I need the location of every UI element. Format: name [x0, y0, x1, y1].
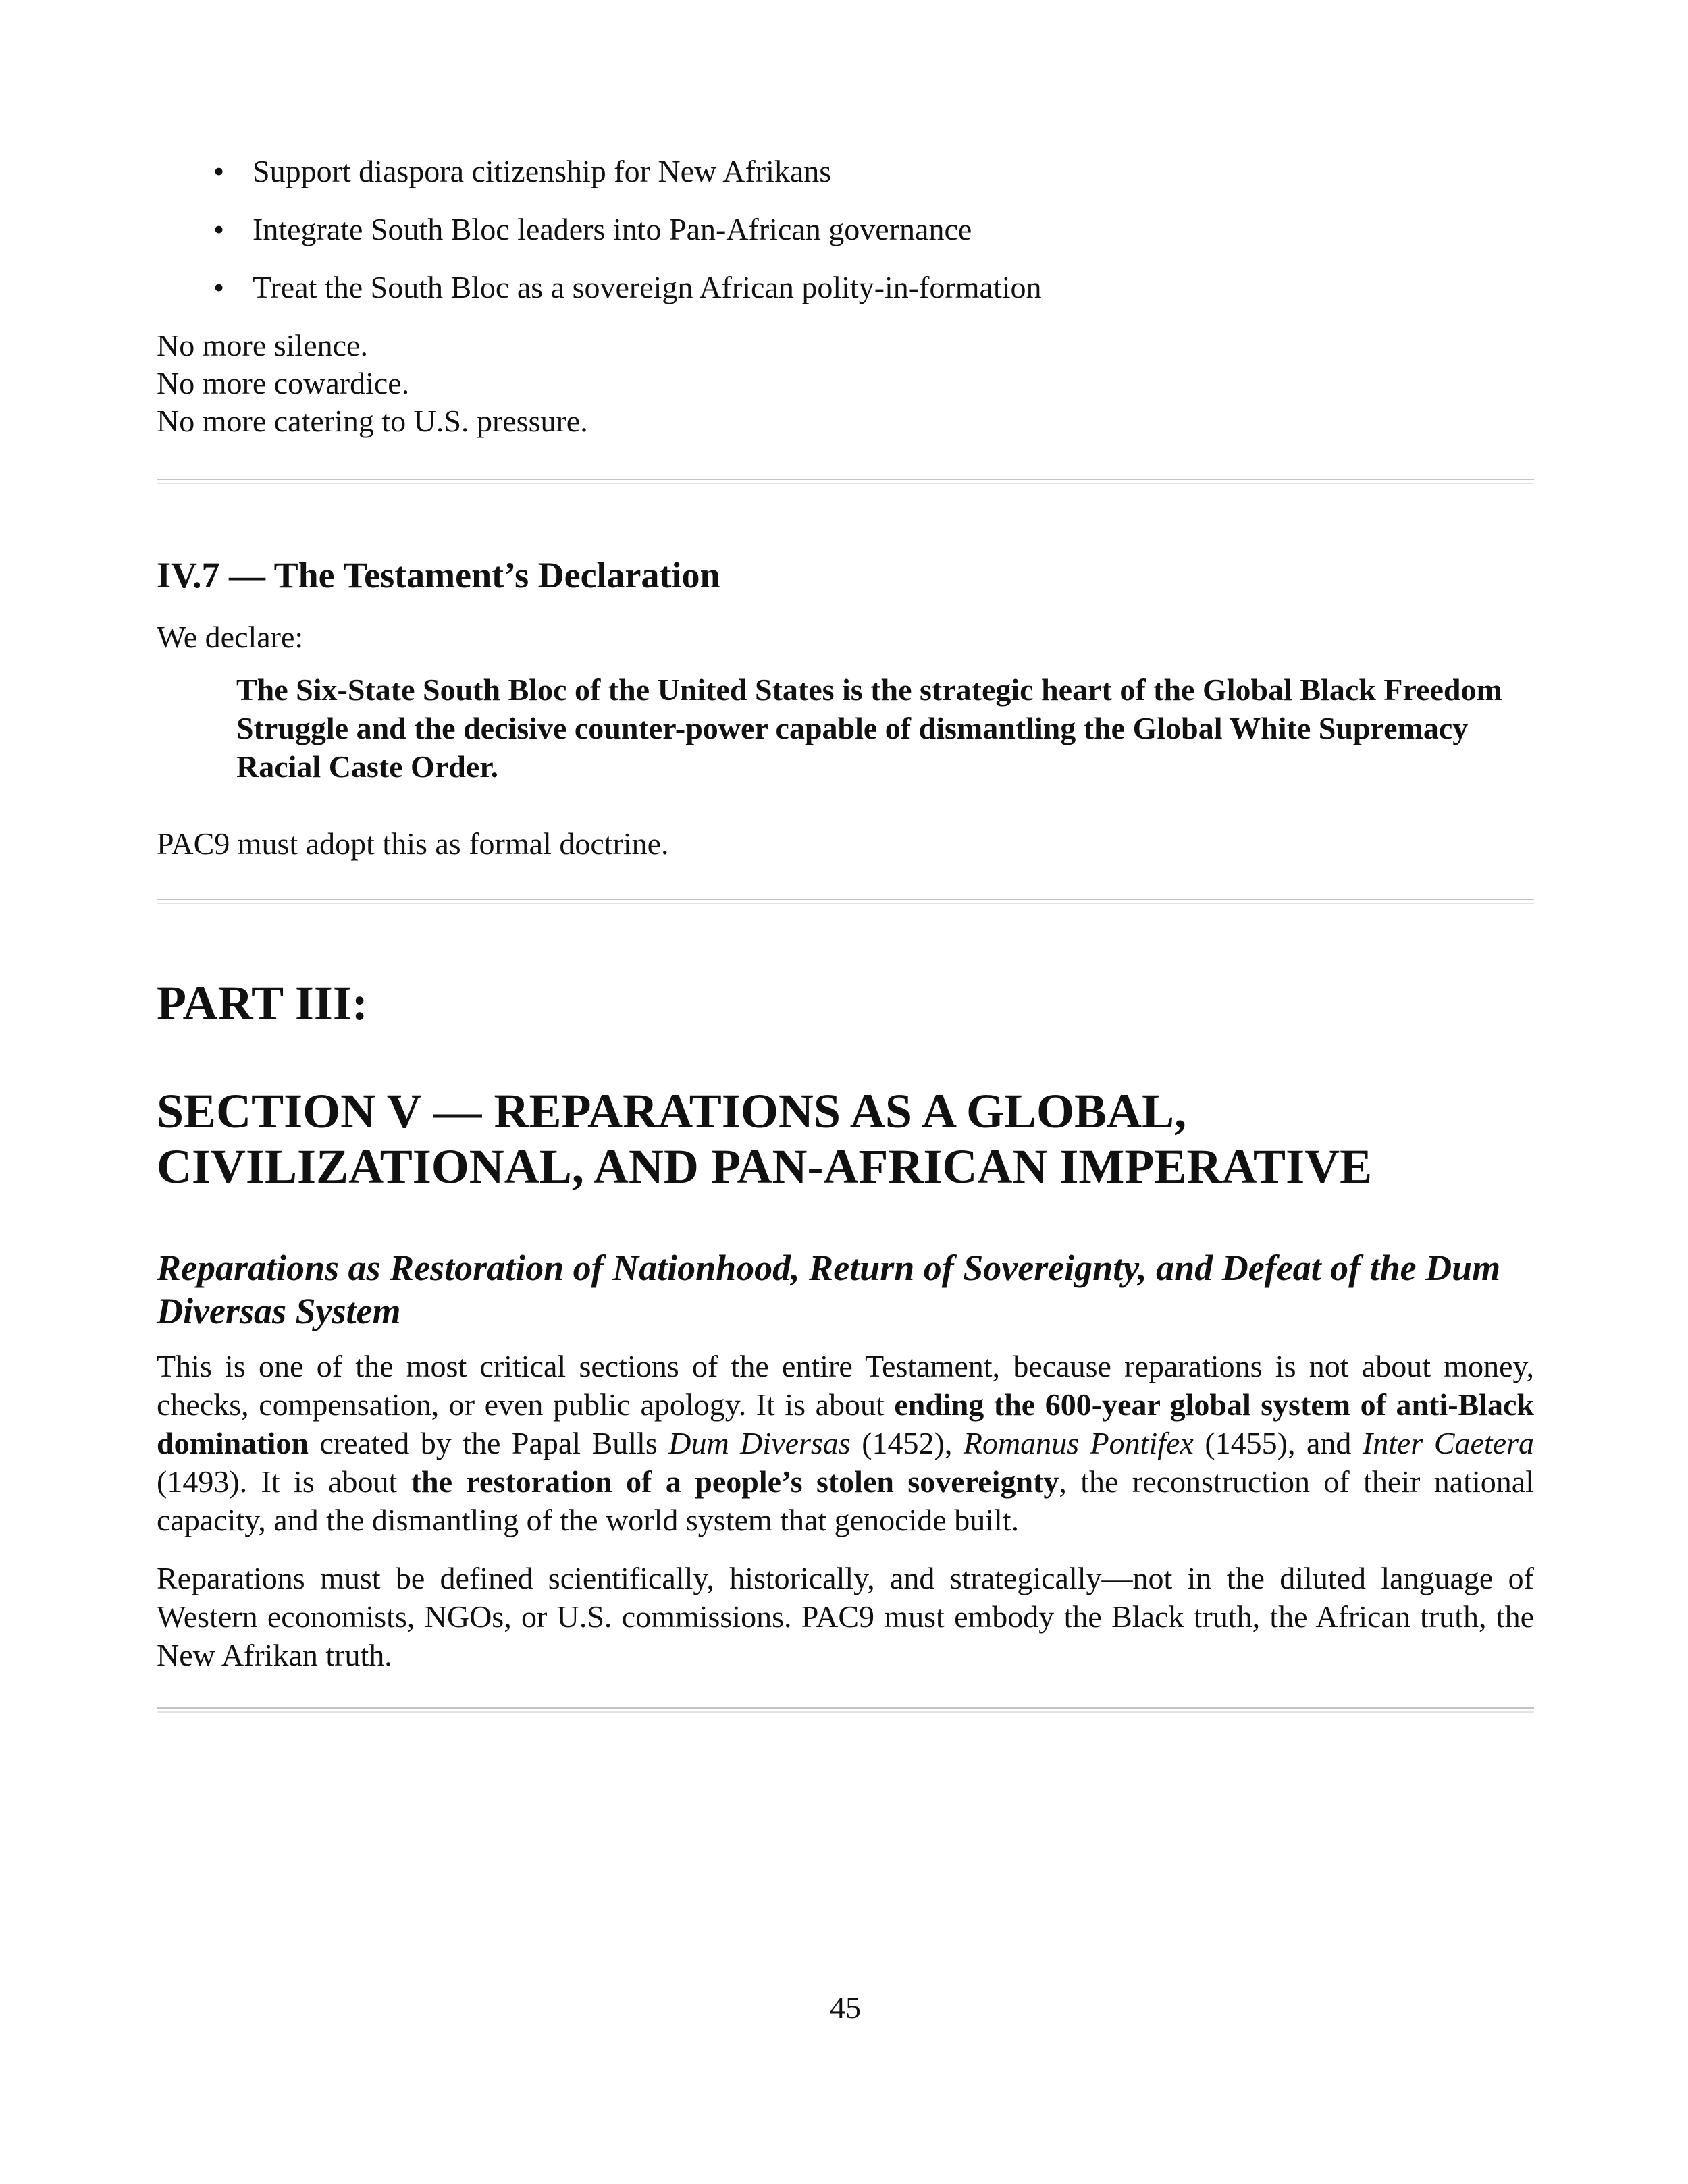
document-page: [157, 0, 1534, 2184]
list-item: • Treat the South Bloc as a sovereign African polity-in-formation: [157, 269, 1534, 307]
body-paragraph: Reparations must be defined scientifically, historically, and strategically—not in the diluted language of Western economists, NGOs, or U.S. commissions. PAC9 must embody the Black truth, the African truth, the New Afrikan truth.: [157, 1561, 1534, 1672]
section-subtitle: Reparations as Restoration of Nationhood, Return of Sovereignty, and Defeat of the Dum Diversas System: [157, 1248, 1501, 1331]
intro-text: We declare:: [157, 620, 304, 654]
closing-lines: [157, 327, 588, 440]
section-divider: [157, 899, 1534, 904]
page-number: 45: [830, 1990, 861, 2025]
bullet-list: [157, 153, 1534, 327]
part-heading: PART III:: [157, 976, 368, 1030]
list-item: • Integrate South Bloc leaders into Pan-African governance: [157, 211, 1534, 248]
section-heading: IV.7 — The Testament’s Declaration: [157, 555, 720, 595]
closing-line: No more cowardice.: [157, 366, 410, 400]
section-divider: [157, 1707, 1534, 1713]
section-divider: [157, 479, 1534, 484]
bullet-icon: •: [213, 212, 225, 246]
doctrine-text: PAC9 must adopt this as formal doctrine.: [157, 826, 669, 861]
section-title: SECTION V — REPARATIONS AS A GLOBAL, CIVILIZATIONAL, AND PAN-AFRICAN IMPERATIVE: [157, 1084, 1373, 1194]
bullet-icon: •: [213, 154, 225, 188]
body-paragraph: This is one of the most critical sections of the entire Testament, because reparations is not about money, checks, compensation, or even public apology. It is about ending the 600-year global system of anti-Black domination created by the Papal Bulls Dum Diversas (1452), Romanus Pontifex (1455), and Inter Caetera (1493). It is about the restoration of a people’s stolen sovereignty, the reconstruction of their national capacity, and the dismantling of the world system that genocide built.: [157, 1349, 1535, 1537]
list-item: • Support diaspora citizenship for New Afrikans: [157, 153, 1534, 190]
closing-line: No more silence.: [157, 328, 368, 363]
bullet-icon: •: [213, 270, 225, 304]
declaration-quote: The Six-State South Bloc of the United States is the strategic heart of the Global Black Freedom Struggle and the decisive counter-power capable of dismantling the Global White Supremacy Racial Caste Order.: [236, 672, 1502, 784]
closing-line: No more catering to U.S. pressure.: [157, 404, 588, 438]
